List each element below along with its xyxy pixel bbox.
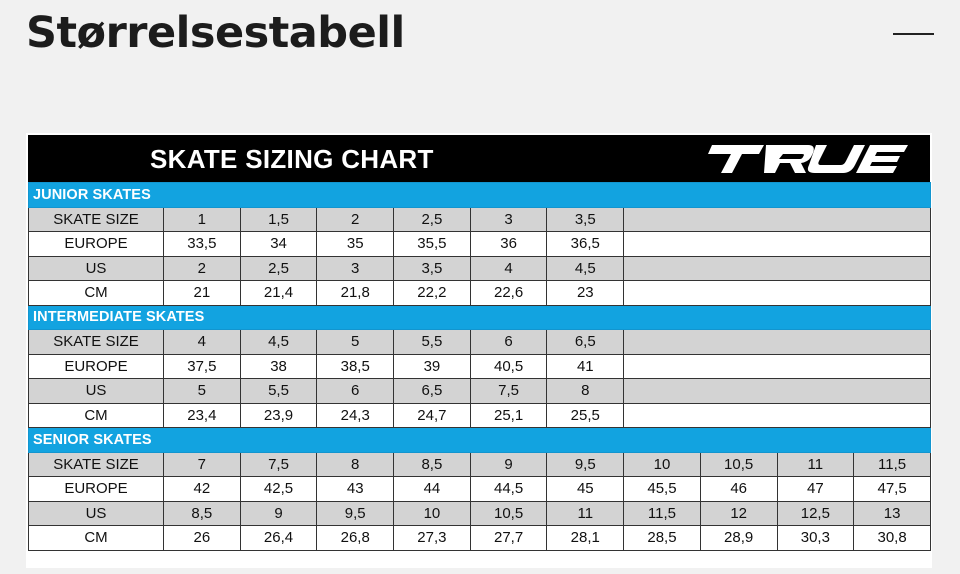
row-label: EUROPE (29, 232, 164, 257)
size-cell: 6 (317, 379, 394, 404)
size-cell: 21 (164, 281, 241, 306)
size-cell: 8,5 (394, 452, 471, 477)
size-cell: 45,5 (624, 477, 701, 502)
table-row (29, 232, 931, 257)
size-cell: 36 (470, 232, 547, 257)
size-cell: 36,5 (547, 232, 624, 257)
size-cell: 27,7 (470, 526, 547, 551)
size-cell: 12,5 (777, 501, 854, 526)
row-label: CM (29, 281, 164, 306)
size-cell: 9,5 (547, 452, 624, 477)
size-cell: 2,5 (240, 256, 317, 281)
size-cell: 44,5 (470, 477, 547, 502)
size-cell: 11,5 (854, 452, 931, 477)
size-cell: 1,5 (240, 207, 317, 232)
table-row (29, 281, 931, 306)
row-label: US (29, 256, 164, 281)
size-cell: 12 (700, 501, 777, 526)
size-cell: 9 (240, 501, 317, 526)
table-row (29, 403, 931, 428)
size-cell: 25,1 (470, 403, 547, 428)
table-row (29, 207, 931, 232)
true-brand-logo (704, 141, 910, 177)
size-cell: 42,5 (240, 477, 317, 502)
size-cell: 28,5 (624, 526, 701, 551)
section-header-row (29, 428, 931, 453)
chart-title: SKATE SIZING CHART (150, 144, 434, 174)
size-cell: 3,5 (394, 256, 471, 281)
size-cell: 10,5 (700, 452, 777, 477)
size-cell: 2 (164, 256, 241, 281)
size-cell: 6 (470, 330, 547, 355)
empty-cell (624, 256, 931, 281)
row-label: EUROPE (29, 477, 164, 502)
size-cell: 10 (624, 452, 701, 477)
size-cell: 13 (854, 501, 931, 526)
size-cell: 11 (547, 501, 624, 526)
size-cell: 28,1 (547, 526, 624, 551)
size-cell: 21,8 (317, 281, 394, 306)
hamburger-menu-icon (893, 33, 934, 35)
size-cell: 46 (700, 477, 777, 502)
size-cell: 47 (777, 477, 854, 502)
empty-cell (624, 232, 931, 257)
size-cell: 24,3 (317, 403, 394, 428)
size-cell: 34 (240, 232, 317, 257)
page-title: Størrelsestabell (26, 8, 405, 58)
size-cell: 42 (164, 477, 241, 502)
size-cell: 5 (317, 330, 394, 355)
sizing-chart-image (26, 133, 932, 568)
row-label: CM (29, 403, 164, 428)
row-label: US (29, 501, 164, 526)
empty-cell (624, 379, 931, 404)
size-cell: 22,6 (470, 281, 547, 306)
size-cell: 8 (547, 379, 624, 404)
size-cell: 44 (394, 477, 471, 502)
size-cell: 30,8 (854, 526, 931, 551)
size-cell: 7,5 (240, 452, 317, 477)
size-cell: 8 (317, 452, 394, 477)
size-cell: 4,5 (240, 330, 317, 355)
size-cell: 25,5 (547, 403, 624, 428)
size-cell: 8,5 (164, 501, 241, 526)
size-cell: 43 (317, 477, 394, 502)
table-row (29, 330, 931, 355)
empty-cell (624, 207, 931, 232)
size-cell: 38 (240, 354, 317, 379)
size-cell: 11 (777, 452, 854, 477)
size-cell: 1 (164, 207, 241, 232)
empty-cell (624, 403, 931, 428)
table-row (29, 256, 931, 281)
size-cell: 6,5 (394, 379, 471, 404)
size-cell: 3 (317, 256, 394, 281)
size-cell: 2 (317, 207, 394, 232)
size-cell: 3,5 (547, 207, 624, 232)
size-cell: 38,5 (317, 354, 394, 379)
table-row (29, 526, 931, 551)
table-row (29, 477, 931, 502)
size-cell: 5 (164, 379, 241, 404)
empty-cell (624, 354, 931, 379)
size-cell: 47,5 (854, 477, 931, 502)
size-cell: 7,5 (470, 379, 547, 404)
section-title: INTERMEDIATE SKATES (29, 305, 931, 330)
size-cell: 11,5 (624, 501, 701, 526)
size-cell: 22,2 (394, 281, 471, 306)
empty-cell (624, 281, 931, 306)
size-cell: 23,9 (240, 403, 317, 428)
size-cell: 9 (470, 452, 547, 477)
empty-cell (624, 330, 931, 355)
size-cell: 26 (164, 526, 241, 551)
size-cell: 37,5 (164, 354, 241, 379)
size-cell: 35 (317, 232, 394, 257)
size-cell: 5,5 (240, 379, 317, 404)
size-cell: 27,3 (394, 526, 471, 551)
size-cell: 45 (547, 477, 624, 502)
size-cell: 10,5 (470, 501, 547, 526)
size-cell: 26,8 (317, 526, 394, 551)
size-cell: 40,5 (470, 354, 547, 379)
size-cell: 4 (470, 256, 547, 281)
size-cell: 39 (394, 354, 471, 379)
table-row (29, 452, 931, 477)
size-cell: 10 (394, 501, 471, 526)
section-title: JUNIOR SKATES (29, 183, 931, 208)
size-cell: 41 (547, 354, 624, 379)
size-cell: 4,5 (547, 256, 624, 281)
sizing-table (28, 182, 931, 551)
row-label: SKATE SIZE (29, 330, 164, 355)
table-row (29, 501, 931, 526)
row-label: US (29, 379, 164, 404)
row-label: SKATE SIZE (29, 452, 164, 477)
size-cell: 3 (470, 207, 547, 232)
section-title: SENIOR SKATES (29, 428, 931, 453)
row-label: CM (29, 526, 164, 551)
section-header-row (29, 183, 931, 208)
size-cell: 28,9 (700, 526, 777, 551)
chart-header (28, 135, 930, 182)
size-cell: 23 (547, 281, 624, 306)
size-cell: 21,4 (240, 281, 317, 306)
row-label: EUROPE (29, 354, 164, 379)
size-cell: 35,5 (394, 232, 471, 257)
menu-button[interactable] (888, 20, 940, 48)
size-cell: 2,5 (394, 207, 471, 232)
table-row (29, 379, 931, 404)
size-cell: 6,5 (547, 330, 624, 355)
size-cell: 7 (164, 452, 241, 477)
size-cell: 5,5 (394, 330, 471, 355)
section-header-row (29, 305, 931, 330)
size-cell: 30,3 (777, 526, 854, 551)
size-cell: 33,5 (164, 232, 241, 257)
row-label: SKATE SIZE (29, 207, 164, 232)
size-cell: 24,7 (394, 403, 471, 428)
size-cell: 9,5 (317, 501, 394, 526)
size-cell: 26,4 (240, 526, 317, 551)
table-row (29, 354, 931, 379)
size-cell: 23,4 (164, 403, 241, 428)
size-cell: 4 (164, 330, 241, 355)
